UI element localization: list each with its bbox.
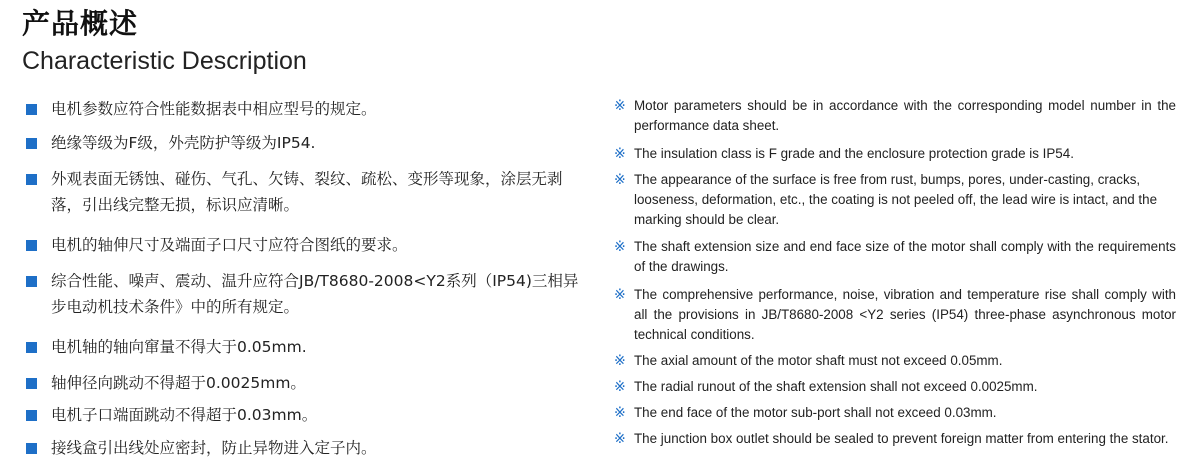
- zh-list-item: [26, 268, 586, 320]
- zh-list-item: [26, 96, 586, 122]
- blue-square-icon: [26, 443, 37, 454]
- en-item-text: The appearance of the surface is free from rust, bumps, pores, under-casting, cracks, looseness, deformation, etc., the coating is not peeled off, the lead wire is intact, and the marking should be clear.: [634, 172, 1158, 227]
- zh-item-text: 电机参数应符合性能数据表中相应型号的规定。: [51, 100, 377, 118]
- en-list-item: [614, 351, 1176, 371]
- zh-item-text: 接线盒引出线处应密封，防止异物进入定子内。: [51, 439, 377, 457]
- en-item-text: The comprehensive performance, noise, vibration and temperature rise shall comply with all the provisions in JB/T8680-2008 <Y2 series (IP54) three-phase asynchronous motor technical conditions.: [634, 287, 1176, 342]
- en-item-text: The junction box outlet should be sealed to prevent foreign matter from entering the stator.: [634, 431, 1169, 446]
- zh-list-item: [26, 435, 586, 461]
- en-list-item: [614, 429, 1176, 449]
- zh-list-item: [26, 130, 586, 156]
- blue-square-icon: [26, 104, 37, 115]
- reference-mark-icon: ※: [614, 379, 626, 395]
- zh-item-text: 综合性能、噪声、震动、温升应符合JB/T8680-2008<Y2系列（IP54)三相异步电动机技术条件》中的所有规定。: [51, 272, 579, 316]
- zh-list-item: [26, 166, 586, 218]
- en-item-text: The axial amount of the motor shaft must not exceed 0.05mm.: [634, 353, 1003, 368]
- reference-mark-icon: ※: [614, 287, 626, 303]
- en-list-item: [614, 285, 1176, 345]
- en-item-text: Motor parameters should be in accordance with the corresponding model number in the performance data sheet.: [634, 98, 1176, 133]
- blue-square-icon: [26, 342, 37, 353]
- zh-item-text: 轴伸径向跳动不得超于0.0025mm。: [51, 374, 306, 392]
- page-title-en: Characteristic Description: [22, 47, 307, 75]
- reference-mark-icon: ※: [614, 146, 626, 162]
- reference-mark-icon: ※: [614, 98, 626, 114]
- zh-item-text: 绝缘等级为F级，外壳防护等级为IP54.: [51, 134, 316, 152]
- page-title-zh: 产品概述: [22, 7, 139, 40]
- reference-mark-icon: ※: [614, 431, 626, 447]
- blue-square-icon: [26, 410, 37, 421]
- en-item-text: The shaft extension size and end face size of the motor shall comply with the requirements of the drawings.: [634, 239, 1176, 274]
- reference-mark-icon: ※: [614, 353, 626, 369]
- zh-item-text: 电机的轴伸尺寸及端面子口尺寸应符合图纸的要求。: [51, 236, 408, 254]
- en-list-item: [614, 96, 1176, 136]
- en-item-text: The insulation class is F grade and the enclosure protection grade is IP54.: [634, 146, 1074, 161]
- blue-square-icon: [26, 276, 37, 287]
- en-item-text: The radial runout of the shaft extension shall not exceed 0.0025mm.: [634, 379, 1038, 394]
- zh-list-item: [26, 232, 586, 258]
- reference-mark-icon: ※: [614, 405, 626, 421]
- zh-list-item: [26, 402, 586, 428]
- zh-item-text: 电机轴的轴向窜量不得大于0.05mm.: [51, 338, 307, 356]
- en-list-item: [614, 170, 1176, 230]
- blue-square-icon: [26, 378, 37, 389]
- blue-square-icon: [26, 240, 37, 251]
- blue-square-icon: [26, 138, 37, 149]
- zh-item-text: 外观表面无锈蚀、碰伤、气孔、欠铸、裂纹、疏松、变形等现象，涂层无剥落，引出线完整无损，标识应清晰。: [51, 170, 563, 214]
- zh-list-item: [26, 370, 586, 396]
- blue-square-icon: [26, 174, 37, 185]
- reference-mark-icon: ※: [614, 172, 626, 188]
- zh-list-item: [26, 334, 586, 360]
- en-list-item: [614, 403, 1176, 423]
- en-list-item: [614, 237, 1176, 277]
- reference-mark-icon: ※: [614, 239, 626, 255]
- zh-item-text: 电机子口端面跳动不得超于0.03mm。: [51, 406, 318, 424]
- en-list-item: [614, 144, 1176, 164]
- en-list-item: [614, 377, 1176, 397]
- en-item-text: The end face of the motor sub-port shall not exceed 0.03mm.: [634, 405, 997, 420]
